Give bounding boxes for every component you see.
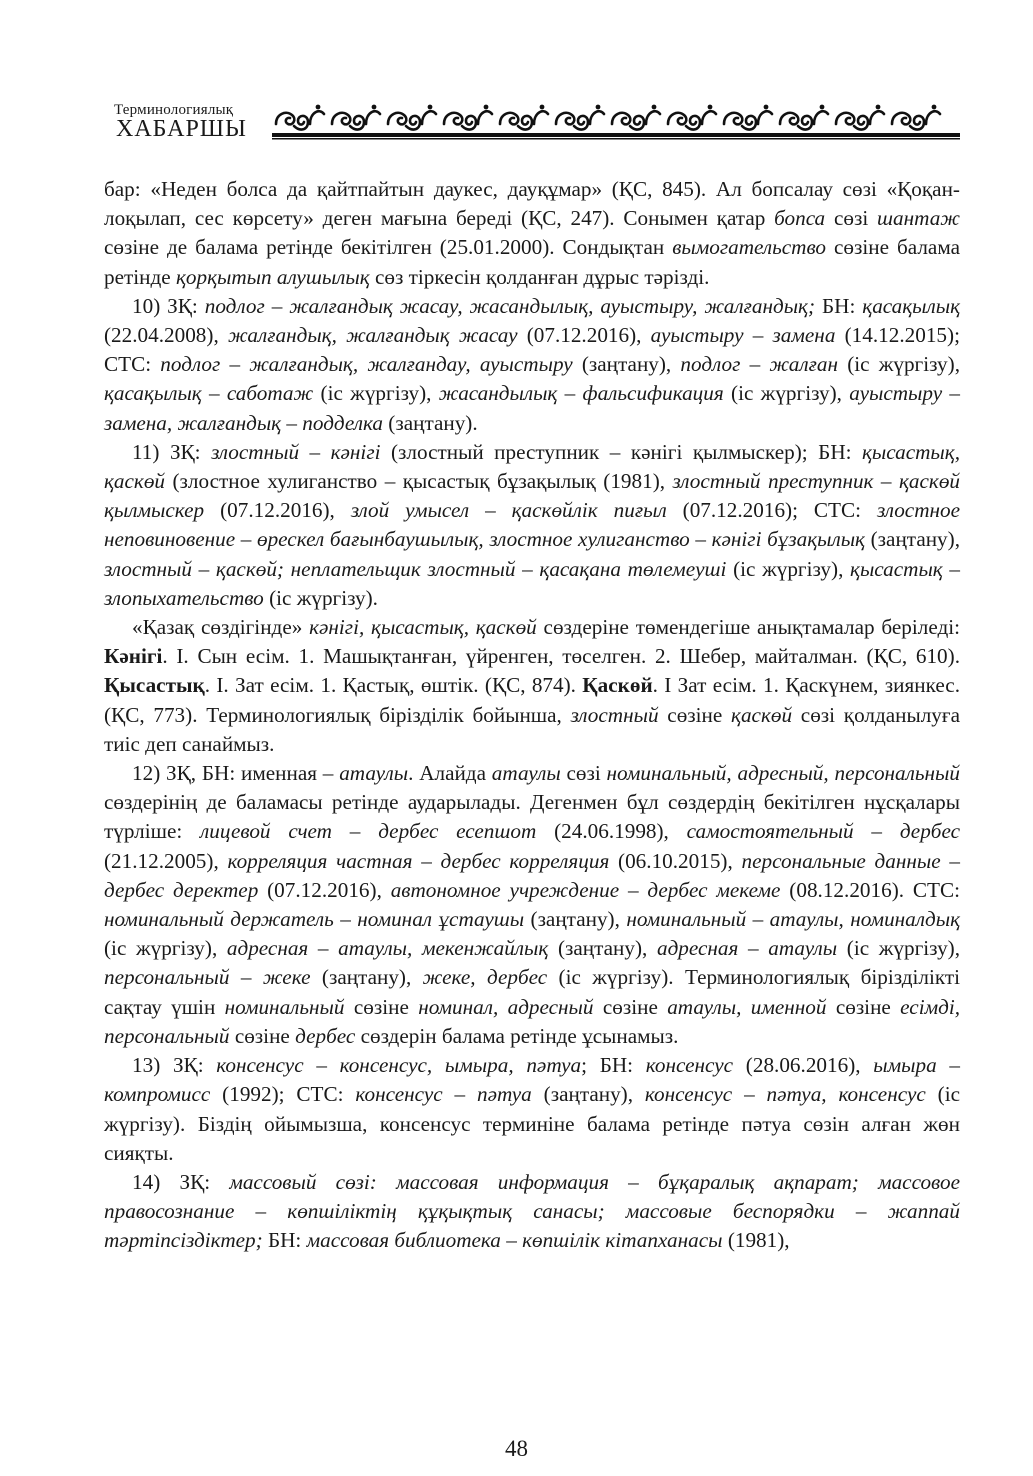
italic-term: консенсус – пәтуа, консенсус <box>644 1082 926 1107</box>
italic-term: қысастық, қаскөй <box>104 439 960 494</box>
text-run: сөзіне <box>826 994 901 1019</box>
text-run: сөзі <box>560 761 607 786</box>
italic-term: подлог – жалған <box>680 352 839 377</box>
italic-term: атаулы <box>491 761 561 786</box>
text-run: (заңтану), <box>531 1082 645 1107</box>
text-run: (іс жүргізу), <box>104 936 227 961</box>
text-run: сөзіне балама ретінде <box>104 235 960 289</box>
text-run: сөздеріне төмендегіше анықтамалар беріледі: <box>536 615 960 640</box>
text-run: 10) ЗҚ: <box>132 293 205 318</box>
text-run: (іс жүргізу), <box>838 352 961 377</box>
text-run: сөзіне <box>658 702 732 727</box>
italic-term: злостное неповиновение – өрескел бағынбаушылық, злостное хулиганство – кәнігі бұзақылық <box>104 498 961 552</box>
text-run: (07.12.2016); СТС: <box>666 498 877 523</box>
text-run: 13) ЗҚ: <box>132 1053 217 1078</box>
paragraph-intro <box>104 175 960 292</box>
paragraph-item-12 <box>104 759 960 1051</box>
bold-term: Қысастық <box>104 673 205 698</box>
text-run: (іс жүргізу), <box>837 936 961 961</box>
text-run: сөзіне <box>344 994 419 1019</box>
text-run: сөз тіркесін қолданған дұрыс тәрізді. <box>369 264 710 289</box>
italic-term: адресная – атаулы <box>656 936 838 961</box>
text-run: (іс жүргізу). <box>263 585 378 610</box>
text-run: (21.12.2005), <box>104 848 228 873</box>
text-run: (заңтану), <box>548 936 657 961</box>
text-run: (08.12.2016). СТС: <box>780 877 960 902</box>
italic-term: адресная – атаулы, мекенжайлық <box>226 936 549 961</box>
italic-term: қысастық – злопыхательство <box>104 556 960 610</box>
paragraph-item-13 <box>104 1051 960 1168</box>
italic-term: злостный – қаскөй; неплательщик злостный – қасақана төлемеуші <box>104 556 727 581</box>
text-run: . І. Сын есім. 1. Машықтанған, үйренген, төселген. 2. Шебер, майталман. (ҚС, 610). <box>162 644 960 669</box>
text-run: (28.06.2016), <box>733 1053 874 1078</box>
italic-term: подлог – жалғандық жасау, жасандылық, ауыстыру, жалғандық; <box>204 293 816 318</box>
italic-term: қаскөй <box>731 702 793 727</box>
text-run: (заңтану), <box>524 907 627 932</box>
italic-term: автономное учреждение – дербес мекеме <box>390 877 781 902</box>
bold-term: Қаскөй <box>582 673 653 698</box>
italic-term: номинальный <box>224 994 345 1019</box>
italic-term: ымыра – компромисс <box>104 1053 960 1107</box>
text-run: БН: <box>815 293 863 318</box>
text-run: (злостный преступник – кәнігі қылмыскер); БН: <box>380 439 863 464</box>
italic-term: қасақылық <box>862 293 960 318</box>
journal-title: ХАБАРШЫ <box>116 116 247 142</box>
paragraph-item-10 <box>104 292 960 438</box>
italic-term: консенсус <box>645 1053 734 1078</box>
italic-term: кәнігі, қысастық, қаскөй <box>309 615 537 640</box>
italic-term: вымогательство <box>672 235 826 260</box>
text-run: (іс жүргізу). Біздің ойымызша, консенсус терминіне балама ретінде пәтуа сөзін алған жөн сияқты. <box>104 1082 960 1165</box>
page-number: 48 <box>505 1436 528 1461</box>
body-text <box>104 175 960 1256</box>
italic-term: жалғандық, жалғандық жасау <box>227 323 518 348</box>
italic-term: корреляция частная – дербес корреляция <box>227 848 610 873</box>
italic-term: номинальный – атаулы, номиналдық <box>626 907 960 932</box>
text-run: . І. Зат есім. 1. Қастық, өштік. (ҚС, 874). <box>204 673 583 698</box>
italic-term: самостоятельный – дербес <box>686 819 960 844</box>
scroll-ornament-icon <box>272 100 960 140</box>
paragraph-item-14 <box>104 1168 960 1256</box>
italic-term: консенсус – консенсус, ымыра, пәтуа <box>216 1053 582 1078</box>
text-run: БН: <box>262 1228 307 1253</box>
italic-term: номинальный держатель – номинал ұстаушы <box>104 907 525 932</box>
italic-term: бопса <box>774 206 826 231</box>
paragraph-item-11 <box>104 438 960 613</box>
text-run: ; БН: <box>581 1053 646 1078</box>
text-run: сөзіне де балама ретінде бекітілген (25.01.2000). Сондықтан <box>104 235 673 260</box>
text-run: сөзі <box>825 206 878 231</box>
text-run: сөздерін балама ретінде ұсынамыз. <box>355 1023 679 1048</box>
italic-term: злостный <box>570 702 659 727</box>
italic-term: консенсус – пәтуа <box>355 1082 532 1107</box>
text-run: сөзіне <box>593 994 668 1019</box>
text-run: (іс жүргізу), <box>726 556 851 581</box>
italic-term: злой умысел – қаскөйлік пиғыл <box>350 498 667 523</box>
text-run: (злостное хулиганство – қысастық бұзақылық (1981), <box>165 469 673 494</box>
text-run: . І Зат есім. 1. Қаскүнем, зиянкес. (ҚС, 773). Терминологиялық біріздiлiк бойынша, <box>104 673 960 727</box>
italic-term: дербес <box>295 1023 356 1048</box>
running-header <box>104 96 960 148</box>
text-run: (14.12.2015); СТС: <box>104 323 960 377</box>
journal-subtitle: Терминологиялық <box>114 102 234 118</box>
italic-term: атаулы <box>339 761 409 786</box>
italic-term: массовая библиотека – көпшілік кітапханасы <box>306 1228 723 1253</box>
italic-term: персональные данные – дербес деректер <box>104 848 960 902</box>
italic-term: жеке, дербес <box>422 965 548 990</box>
text-run: (06.10.2015), <box>609 848 742 873</box>
text-run: сөздерінің де баламасы ретінде аударылады. Дегенмен бұл сөздердің бекітілген нұсқалары түрліше: <box>104 790 960 844</box>
text-run: (22.04.2008), <box>104 323 228 348</box>
text-run: (заңтану). <box>382 410 478 435</box>
italic-term: ауыстыру – замена, жалғандық – подделка <box>104 381 961 435</box>
italic-term: есімді, персональный <box>104 994 961 1048</box>
italic-term: ауыстыру – замена <box>650 323 836 348</box>
text-run: 12) ЗҚ, БН: именная – <box>132 761 340 786</box>
italic-term: злостный – кәнігі <box>211 439 381 464</box>
text-run: (07.12.2016), <box>204 498 351 523</box>
italic-term: номинальный, адресный, персональный <box>606 761 960 786</box>
text-run: (1992); СТС: <box>210 1082 356 1107</box>
text-run: (іс жүргізу). Терминологиялық біріздiлiкті сақтау үшін <box>104 965 961 1019</box>
italic-term: злостный преступник – қаскөй қылмыскер <box>104 469 961 523</box>
italic-term: номинал, адресный <box>418 994 594 1019</box>
text-run: (24.06.1998), <box>536 819 687 844</box>
text-run: сөзі қолданылуға тиіс деп санаймыз. <box>104 702 960 756</box>
text-run: сөзіне <box>229 1023 296 1048</box>
text-run: (07.12.2016), <box>258 877 391 902</box>
italic-term: шантаж <box>877 206 960 231</box>
italic-term: подлог – жалғандық, жалғандау, ауыстыру <box>160 352 573 377</box>
italic-term: атаулы, именной <box>667 994 827 1019</box>
italic-term: қорқытып алушылық <box>175 264 370 289</box>
text-run: 14) ЗҚ: <box>132 1169 230 1194</box>
paragraph-dictionary <box>104 613 960 759</box>
text-run: 11) ЗҚ: <box>132 439 212 464</box>
text-run: (1981), <box>722 1228 790 1253</box>
italic-term: персональный – жеке <box>104 965 311 990</box>
text-run: (07.12.2016), <box>517 323 651 348</box>
bold-term: Кәнігі <box>104 644 163 669</box>
text-run: (заңтану), <box>864 527 961 552</box>
italic-term: қасақылық – саботаж <box>104 381 314 406</box>
text-run: бар: «Неден болса да қайтпайтын даукес, дауқұмар» (ҚС, 845). Ал бопсалау сөзі «Қоқан-лоқылап, сес көрсету» деген мағына береді (ҚС, 247). Сонымен қатар <box>104 177 960 231</box>
text-run: (іс жүргізу), <box>723 381 850 406</box>
text-run: «Қазақ сөздігінде» <box>132 615 310 640</box>
text-run: (заңтану), <box>572 352 681 377</box>
text-run: . Алайда <box>408 761 492 786</box>
text-run: (іс жүргізу), <box>313 381 439 406</box>
text-run: (заңтану), <box>310 965 423 990</box>
italic-term: лицевой счет – дербес есепшот <box>200 819 537 844</box>
italic-term: массовый сөзі: массовая информация – бұқаралық ақпарат; массовое правосознание – көпшіліктің құқықтық санасы; массовые беспорядки – жаппай тәртіпсіздіктер; <box>104 1169 960 1253</box>
italic-term: жасандылық – фальсификация <box>438 381 724 406</box>
